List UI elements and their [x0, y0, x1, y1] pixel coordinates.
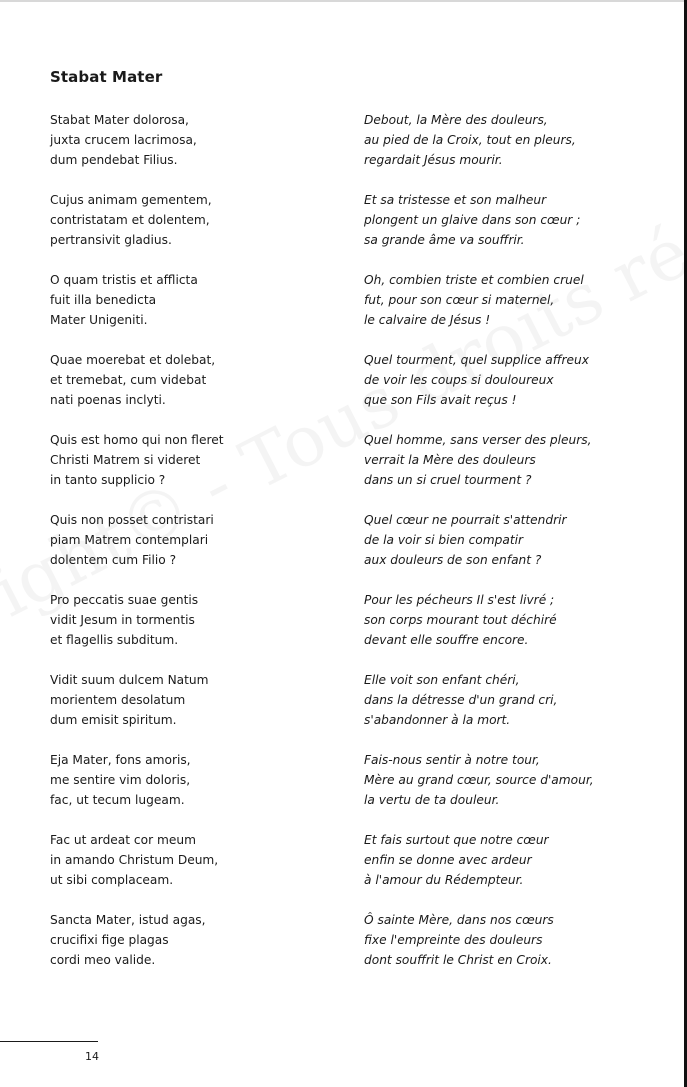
french-translation-column [364, 110, 664, 990]
latin-verse-line: dum pendebat Filius. [50, 153, 178, 167]
latin-verse-line: ut sibi complaceam. [50, 873, 174, 887]
french-stanza [364, 510, 664, 570]
french-verse-line: devant elle souffre encore. [364, 633, 529, 647]
french-verse-line: fixe l'empreinte des douleurs [364, 933, 543, 947]
latin-verse-line: Christi Matrem si videret [50, 453, 201, 467]
french-verse-line: la vertu de ta douleur. [364, 793, 500, 807]
latin-stanza [50, 350, 340, 410]
french-verse-line: Elle voit son enfant chéri, [364, 673, 520, 687]
latin-verse-line: morientem desolatum [50, 693, 186, 707]
latin-verse-line: in amando Christum Deum, [50, 853, 219, 867]
latin-verse-line: fac, ut tecum lugeam. [50, 793, 185, 807]
latin-verse-line: Fac ut ardeat cor meum [50, 833, 196, 847]
french-verse-line: dans un si cruel tourment ? [364, 473, 532, 487]
latin-stanza [50, 190, 340, 250]
latin-verse-line: Quae moerebat et dolebat, [50, 353, 216, 367]
french-verse-line: sa grande âme va souffrir. [364, 233, 525, 247]
french-verse-line: Quel homme, sans verser des pleurs, [364, 433, 592, 447]
french-stanza [364, 350, 664, 410]
latin-verse-line: dolentem cum Filio ? [50, 553, 177, 567]
french-verse-line: à l'amour du Rédempteur. [364, 873, 524, 887]
latin-verse-line: contristatam et dolentem, [50, 213, 210, 227]
latin-stanza [50, 670, 340, 730]
french-verse-line: Oh, combien triste et combien cruel [364, 273, 584, 287]
french-verse-line: Quel tourment, quel supplice affreux [364, 353, 589, 367]
latin-verse-line: Mater Unigeniti. [50, 313, 148, 327]
french-verse-line: verrait la Mère des douleurs [364, 453, 536, 467]
latin-text-column [50, 110, 340, 990]
french-verse-line: Fais-nous sentir à notre tour, [364, 753, 540, 767]
latin-stanza [50, 910, 340, 970]
latin-verse-line: Sancta Mater, istud agas, [50, 913, 206, 927]
latin-verse-line: Quis est homo qui non fleret [50, 433, 224, 447]
french-stanza [364, 750, 664, 810]
latin-stanza [50, 830, 340, 890]
latin-stanza [50, 430, 340, 490]
french-verse-line: plongent un glaive dans son cœur ; [364, 213, 581, 227]
latin-verse-line: pertransivit gladius. [50, 233, 172, 247]
french-stanza [364, 430, 664, 490]
french-verse-line: le calvaire de Jésus ! [364, 313, 491, 327]
french-verse-line: son corps mourant tout déchiré [364, 613, 557, 627]
french-stanza [364, 270, 664, 330]
latin-verse-line: cordi meo valide. [50, 953, 156, 967]
top-rule [0, 0, 687, 2]
latin-verse-line: nati poenas inclyti. [50, 393, 166, 407]
page-number: 14 [85, 1050, 99, 1063]
latin-verse-line: in tanto supplicio ? [50, 473, 166, 487]
french-verse-line: Mère au grand cœur, source d'amour, [364, 773, 594, 787]
french-stanza [364, 670, 664, 730]
latin-stanza [50, 590, 340, 650]
footer-rule [0, 1041, 98, 1042]
french-verse-line: enfin se donne avec ardeur [364, 853, 532, 867]
french-stanza [364, 590, 664, 650]
french-verse-line: Debout, la Mère des douleurs, [364, 113, 548, 127]
latin-verse-line: et tremebat, cum videbat [50, 373, 207, 387]
latin-verse-line: fuit illa benedicta [50, 293, 157, 307]
french-verse-line: regardait Jésus mourir. [364, 153, 503, 167]
page-title: Stabat Mater [50, 68, 163, 86]
latin-verse-line: et flagellis subditum. [50, 633, 179, 647]
latin-verse-line: vidit Jesum in tormentis [50, 613, 195, 627]
latin-stanza [50, 110, 340, 170]
french-stanza [364, 910, 664, 970]
latin-verse-line: juxta crucem lacrimosa, [50, 133, 197, 147]
french-verse-line: que son Fils avait reçus ! [364, 393, 517, 407]
latin-stanza [50, 270, 340, 330]
french-verse-line: Et sa tristesse et son malheur [364, 193, 547, 207]
french-verse-line: fut, pour son cœur si maternel, [364, 293, 555, 307]
french-verse-line: Et fais surtout que notre cœur [364, 833, 549, 847]
french-verse-line: Ô sainte Mère, dans nos cœurs [364, 913, 554, 927]
latin-verse-line: Quis non posset contristari [50, 513, 214, 527]
latin-verse-line: crucifixi fige plagas [50, 933, 169, 947]
french-verse-line: de voir les coups si douloureux [364, 373, 554, 387]
french-verse-line: Quel cœur ne pourrait s'attendrir [364, 513, 567, 527]
latin-verse-line: dum emisit spiritum. [50, 713, 177, 727]
french-verse-line: dans la détresse d'un grand cri, [364, 693, 558, 707]
french-verse-line: aux douleurs de son enfant ? [364, 553, 542, 567]
latin-verse-line: Vidit suum dulcem Natum [50, 673, 209, 687]
latin-verse-line: Stabat Mater dolorosa, [50, 113, 189, 127]
latin-verse-line: Pro peccatis suae gentis [50, 593, 199, 607]
french-stanza [364, 110, 664, 170]
latin-verse-line: Eja Mater, fons amoris, [50, 753, 191, 767]
french-verse-line: de la voir si bien compatir [364, 533, 524, 547]
latin-verse-line: me sentire vim doloris, [50, 773, 191, 787]
latin-verse-line: piam Matrem contemplari [50, 533, 209, 547]
french-verse-line: Pour les pécheurs Il s'est livré ; [364, 593, 555, 607]
french-stanza [364, 830, 664, 890]
latin-verse-line: O quam tristis et afflicta [50, 273, 198, 287]
french-verse-line: dont souffrit le Christ en Croix. [364, 953, 552, 967]
latin-stanza [50, 750, 340, 810]
french-stanza [364, 190, 664, 250]
latin-verse-line: Cujus animam gementem, [50, 193, 212, 207]
latin-stanza [50, 510, 340, 570]
french-verse-line: s'abandonner à la mort. [364, 713, 511, 727]
french-verse-line: au pied de la Croix, tout en pleurs, [364, 133, 576, 147]
